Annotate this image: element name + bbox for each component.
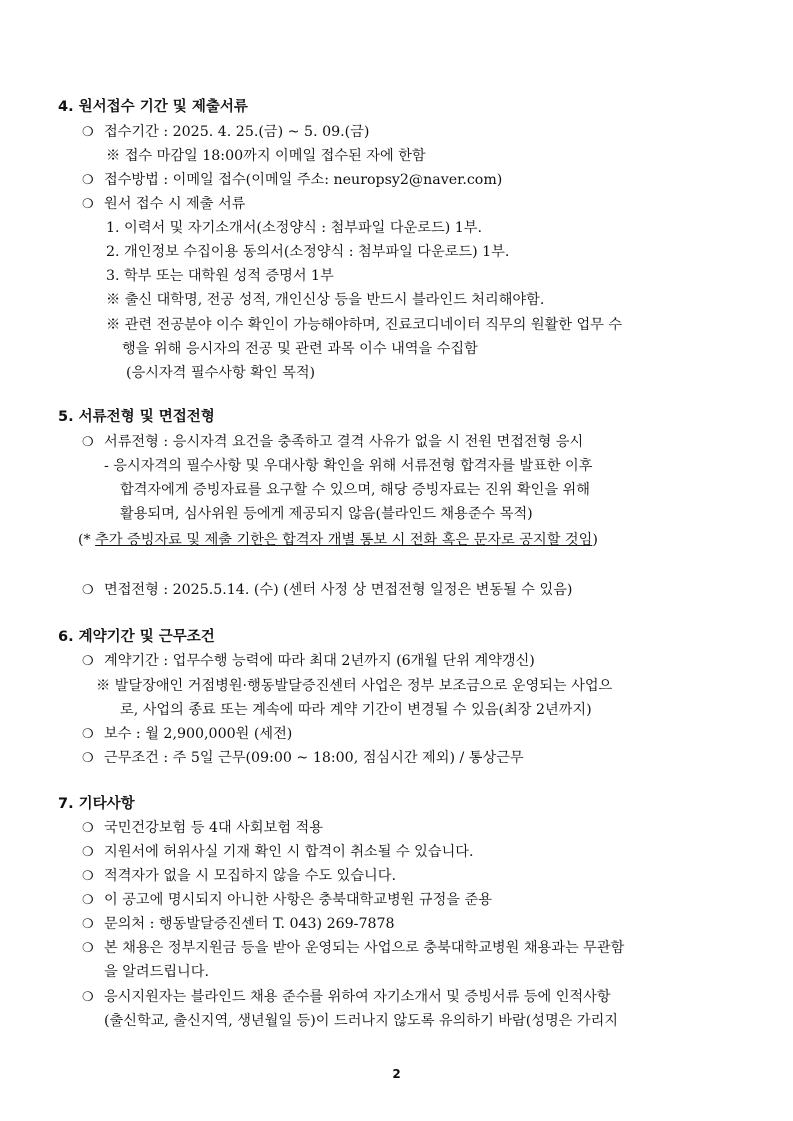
s7-bullet-3: ❍ 적격자가 없을 시 모집하지 않을 수도 있습니다. xyxy=(82,866,396,887)
bullet-circle-icon: ❍ xyxy=(82,583,94,598)
bullet-circle-icon: ❍ xyxy=(82,197,94,212)
bullet-circle-icon: ❍ xyxy=(82,821,94,836)
s4-note-major-3: (응시자격 필수사항 확인 목적) xyxy=(126,365,316,381)
s4-bullet-documents: ❍ 원서 접수 시 제출 서류 xyxy=(82,194,245,215)
bullet-circle-icon: ❍ xyxy=(82,845,94,860)
s4-doc-item-2: 2. 개인정보 수집이용 동의서(소정양식 : 첨부파일 다운로드) 1부. xyxy=(106,244,510,260)
s7-bullet-7-cont: (출신학교, 출신지역, 생년월일 등)이 드러나지 않도록 유의하기 바람(성명은 가리지 xyxy=(104,1013,618,1029)
s6-note-1: ※ 발달장애인 거점병원·행동발달증진센터 사업은 정부 보조금으로 운영되는 사업으 xyxy=(96,678,613,694)
s4-note-major-2: 행을 위해 응시자의 전공 및 관련 과목 이수 내역을 수집함 xyxy=(122,341,478,357)
bullet-circle-icon: ❍ xyxy=(82,654,94,669)
s4-deadline-note: ※ 접수 마감일 18:00까지 이메일 접수된 자에 한함 xyxy=(106,148,426,164)
s7-bullet-6-cont: 을 알려드립니다. xyxy=(104,964,209,980)
s6-note-2: 로, 사업의 종료 또는 계속에 따라 계약 기간이 변경될 수 있음(최장 2년까지) xyxy=(120,702,592,718)
bullet-circle-icon: ❍ xyxy=(82,893,94,908)
s6-bullet-hours: ❍ 근무조건 : 주 5일 근무(09:00 ~ 18:00, 점심시간 제외) / 통상근무 xyxy=(82,748,524,769)
s7-bullet-contact: ❍ 문의처 : 행동발달증진센터 T. 043) 269-7878 xyxy=(82,914,395,935)
section-6-heading: 6. 계약기간 및 근무조건 xyxy=(58,629,215,645)
bullet-circle-icon: ❍ xyxy=(82,751,94,766)
section-7-heading: 7. 기타사항 xyxy=(58,796,135,812)
s4-doc-item-1: 1. 이력서 및 자기소개서(소정양식 : 첨부파일 다운로드) 1부. xyxy=(106,220,483,236)
bullet-circle-icon: ❍ xyxy=(82,435,94,450)
s7-bullet-2: ❍ 지원서에 허위사실 기재 확인 시 합격이 취소될 수 있습니다. xyxy=(82,842,474,863)
s7-bullet-6: ❍ 본 채용은 정부지원금 등을 받아 운영되는 사업으로 충북대학교병원 채용과는 무관함 xyxy=(82,938,624,959)
s4-note-blind: ※ 출신 대학명, 전공 성적, 개인신상 등을 반드시 블라인드 처리해야함. xyxy=(106,292,545,308)
bullet-circle-icon: ❍ xyxy=(82,990,94,1005)
s7-bullet-7: ❍ 응시지원자는 블라인드 채용 준수를 위하여 자기소개서 및 증빙서류 등에 인적사항 xyxy=(82,987,611,1008)
bullet-circle-icon: ❍ xyxy=(82,173,94,188)
bullet-circle-icon: ❍ xyxy=(82,941,94,956)
s6-bullet-contract: ❍ 계약기간 : 업무수행 능력에 따라 최대 2년까지 (6개월 단위 계약갱신) xyxy=(82,651,535,672)
bullet-circle-icon: ❍ xyxy=(82,125,94,140)
s7-bullet-1: ❍ 국민건강보험 등 4대 사회보험 적용 xyxy=(82,818,323,839)
bullet-circle-icon: ❍ xyxy=(82,869,94,884)
s4-doc-item-3: 3. 학부 또는 대학원 성적 증명서 1부 xyxy=(106,268,334,284)
page-number: 2 xyxy=(392,1067,401,1081)
s4-note-major-1: ※ 관련 전공분야 이수 확인이 가능해야하며, 진료코디네이터 직무의 원활한 업무 수 xyxy=(106,317,623,333)
s6-bullet-pay: ❍ 보수 : 월 2,900,000원 (세전) xyxy=(82,724,292,745)
s4-bullet-method: ❍ 접수방법 : 이메일 접수(이메일 주소: neuropsy2@naver.com) xyxy=(82,170,502,191)
section-4-heading: 4. 원서접수 기간 및 제출서류 xyxy=(58,99,248,115)
bullet-circle-icon: ❍ xyxy=(82,727,94,742)
s5-bullet-interview: ❍ 면접전형 : 2025.5.14. (수) (센터 사정 상 면접전형 일정은 변동될 수 있음) xyxy=(82,580,572,601)
s5-detail-3: 활용되며, 심사위원 등에게 제공되지 않음(블라인드 채용준수 목적) xyxy=(120,506,533,522)
s5-detail-1: - 응시자격의 필수사항 및 우대사항 확인을 위해 서류전형 합격자를 발표한 이후 xyxy=(104,458,593,474)
s5-bullet-screening: ❍ 서류전형 : 응시자격 요건을 충족하고 결격 사유가 없을 시 전원 면접전형 응시 xyxy=(82,432,583,453)
bullet-circle-icon: ❍ xyxy=(82,917,94,932)
s4-bullet-period: ❍ 접수기간 : 2025. 4. 25.(금) ~ 5. 09.(금) xyxy=(82,122,369,143)
section-5-heading: 5. 서류전형 및 면접전형 xyxy=(58,409,215,425)
s5-detail-2: 합격자에게 증빙자료를 요구할 수 있으며, 해당 증빙자료는 진위 확인을 위해 xyxy=(120,482,590,498)
s5-underlined-notice: (* 추가 증빙자료 및 제출 기한은 합격자 개별 통보 시 전화 혹은 문자로 공지할 것임) xyxy=(78,532,598,548)
s7-bullet-4: ❍ 이 공고에 명시되지 아니한 사항은 충북대학교병원 규정을 준용 xyxy=(82,890,492,911)
